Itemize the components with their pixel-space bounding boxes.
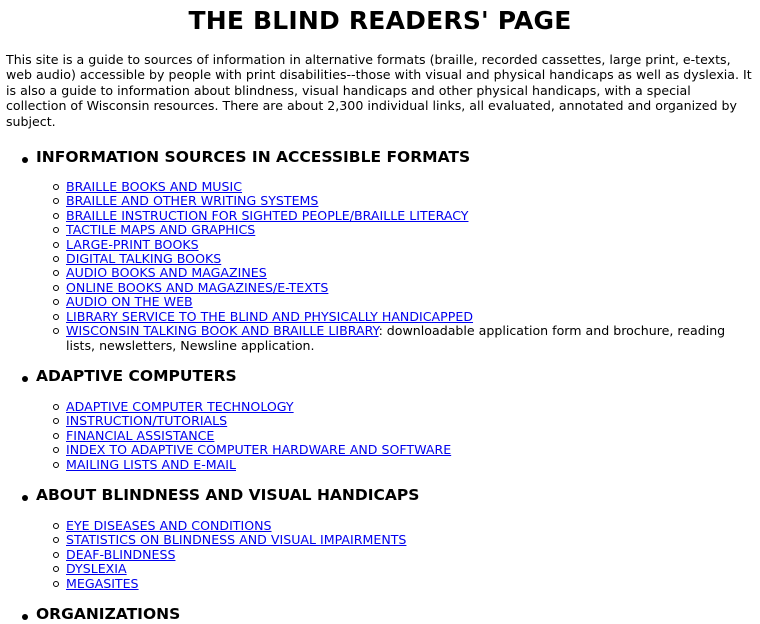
link-instruction-tutorials[interactable]: INSTRUCTION/TUTORIALS bbox=[66, 413, 228, 429]
section-accessible-formats bbox=[6, 147, 754, 353]
list-item bbox=[66, 562, 754, 576]
section-about-blindness bbox=[6, 485, 754, 591]
list-item bbox=[66, 519, 754, 533]
list-item bbox=[66, 548, 754, 562]
link-megasites[interactable]: MEGASITES bbox=[66, 575, 139, 591]
list-item bbox=[66, 223, 754, 237]
section-list bbox=[6, 147, 754, 624]
list-item bbox=[66, 577, 754, 591]
list-item bbox=[66, 324, 754, 353]
link-digital-talking-books[interactable]: DIGITAL TALKING BOOKS bbox=[66, 251, 222, 267]
list-item bbox=[66, 310, 754, 324]
link-statistics-blindness[interactable]: STATISTICS ON BLINDNESS AND VISUAL IMPAIRMENTS bbox=[66, 532, 407, 548]
list-item bbox=[66, 252, 754, 266]
link-large-print-books[interactable]: LARGE-PRINT BOOKS bbox=[66, 236, 199, 252]
link-index-hardware-software[interactable]: INDEX TO ADAPTIVE COMPUTER HARDWARE AND SOFTWARE bbox=[66, 442, 452, 458]
list-item bbox=[66, 209, 754, 223]
section-adaptive-computers bbox=[6, 366, 754, 472]
link-deaf-blindness[interactable]: DEAF-BLINDNESS bbox=[66, 546, 176, 562]
section-heading: ABOUT BLINDNESS AND VISUAL HANDICAPS bbox=[36, 485, 420, 504]
link-dyslexia[interactable]: DYSLEXIA bbox=[66, 561, 127, 577]
page-title: THE BLIND READERS' PAGE bbox=[188, 6, 572, 35]
link-list bbox=[36, 180, 754, 353]
link-eye-diseases[interactable]: EYE DISEASES AND CONDITIONS bbox=[66, 517, 272, 533]
list-item bbox=[66, 194, 754, 208]
list-item bbox=[66, 238, 754, 252]
link-mailing-lists[interactable]: MAILING LISTS AND E-MAIL bbox=[66, 456, 236, 472]
list-item bbox=[66, 429, 754, 443]
link-list bbox=[36, 519, 754, 591]
intro-paragraph: This site is a guide to sources of information in alternative formats (braille, recorded cassettes, large print, e-texts, web audio) accessible by people with print disabilities--those with visual and physical handicaps as well as dyslexia. It is also a guide to information about blindness, visual handicaps and other physical handicaps, with a special collection of Wisconsin resources. There are about 2,300 individual links, all evaluated, annotated and organized by subject. bbox=[6, 52, 752, 129]
link-financial-assistance[interactable]: FINANCIAL ASSISTANCE bbox=[66, 427, 215, 443]
link-tactile-maps[interactable]: TACTILE MAPS AND GRAPHICS bbox=[66, 222, 256, 238]
link-adaptive-computer-technology[interactable]: ADAPTIVE COMPUTER TECHNOLOGY bbox=[66, 398, 294, 414]
list-item bbox=[66, 533, 754, 547]
link-wisconsin-talking-book-library[interactable]: WISCONSIN TALKING BOOK AND BRAILLE LIBRARY bbox=[66, 323, 379, 339]
list-item bbox=[66, 180, 754, 194]
link-braille-writing-systems[interactable]: BRAILLE AND OTHER WRITING SYSTEMS bbox=[66, 193, 319, 209]
section-heading: INFORMATION SOURCES IN ACCESSIBLE FORMATS bbox=[36, 148, 471, 167]
link-audio-on-web[interactable]: AUDIO ON THE WEB bbox=[66, 294, 193, 310]
wisconsin-library-note: : downloadable application form and brochure, reading lists, newsletters, Newsline application. bbox=[66, 323, 726, 353]
list-item bbox=[66, 295, 754, 309]
list-item bbox=[66, 458, 754, 472]
section-organizations bbox=[6, 604, 754, 624]
link-audio-books-magazines[interactable]: AUDIO BOOKS AND MAGAZINES bbox=[66, 265, 267, 281]
list-item bbox=[66, 414, 754, 428]
link-list bbox=[36, 400, 754, 472]
list-item bbox=[66, 400, 754, 414]
section-heading: ORGANIZATIONS bbox=[36, 604, 181, 623]
link-library-service[interactable]: LIBRARY SERVICE TO THE BLIND AND PHYSICALLY HANDICAPPED bbox=[66, 308, 474, 324]
link-online-books-etexts[interactable]: ONLINE BOOKS AND MAGAZINES/E-TEXTS bbox=[66, 279, 329, 295]
list-item bbox=[66, 266, 754, 280]
list-item bbox=[66, 443, 754, 457]
link-braille-instruction[interactable]: BRAILLE INSTRUCTION FOR SIGHTED PEOPLE/BRAILLE LITERACY bbox=[66, 207, 469, 223]
list-item bbox=[66, 281, 754, 295]
link-braille-books-music[interactable]: BRAILLE BOOKS AND MUSIC bbox=[66, 179, 243, 195]
section-heading: ADAPTIVE COMPUTERS bbox=[36, 366, 237, 385]
